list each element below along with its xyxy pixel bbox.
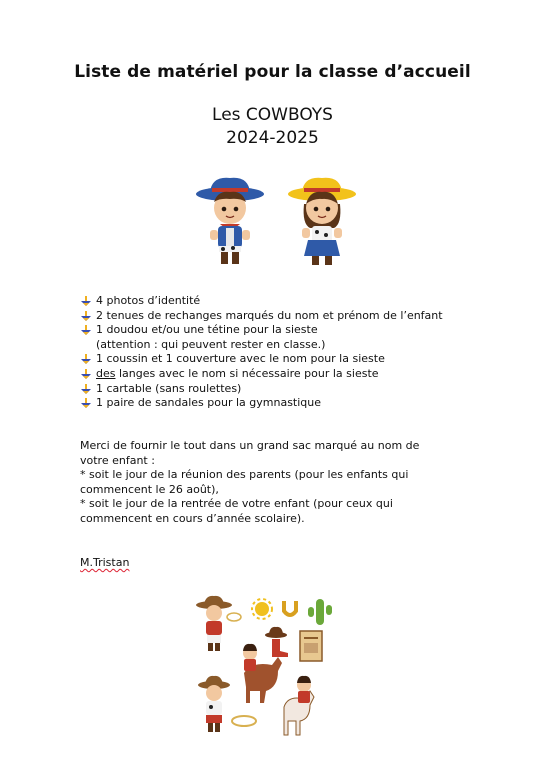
list-item [80, 396, 520, 411]
cactus-icon [308, 599, 332, 625]
paragraph-line: * soit le jour de la rentrée de votre enfant (pour ceux qui [80, 497, 393, 511]
list-item [80, 323, 520, 338]
materials-list [80, 294, 520, 411]
horseshoe-icon [284, 601, 296, 615]
list-item [80, 382, 520, 397]
paragraph-line: commencent le 26 août), [80, 482, 219, 496]
paragraph-line: * soit le jour de la réunion des parents (pour les enfants qui [80, 468, 409, 482]
document-title: Liste de matériel pour la classe d’accueil [74, 62, 471, 82]
hat-and-boot-icon [265, 627, 288, 657]
wanted-poster-icon [300, 631, 322, 661]
paragraph-line: commencent en cours d’année scolaire). [80, 511, 305, 525]
list-item-text: 1 cartable (sans roulettes) [96, 381, 242, 395]
list-item-text: 1 paire de sandales pour la gymnastique [96, 396, 322, 410]
school-year: 2024-2025 [226, 128, 319, 148]
cowgirl-small-figure [198, 676, 230, 732]
list-item [80, 367, 520, 382]
child-on-white-horse-figure [284, 676, 314, 735]
list-item-text: 1 coussin et 1 couverture avec le nom pour la sieste [96, 352, 385, 366]
list-item-text-group [96, 367, 379, 382]
cowboy-lasso-figure [196, 596, 241, 651]
list-item-text: 4 photos d’identité [96, 294, 201, 307]
paragraph-line: votre enfant : [80, 453, 155, 467]
cowgirl-figure [288, 178, 356, 265]
sun-icon [252, 599, 272, 619]
list-item-text: 2 tenues de rechanges marqués du nom et prénom de l’enfant [96, 308, 443, 322]
list-item [80, 294, 520, 309]
list-item-text: langes avec le nom si nécessaire pour la sieste [115, 366, 379, 380]
list-item-continuation: (attention : qui peuvent rester en classe.) [96, 337, 326, 351]
class-name: Les COWBOYS [212, 105, 333, 125]
bullet-icon [80, 352, 96, 366]
bullet-icon [80, 396, 96, 410]
underlined-word: des [96, 366, 116, 380]
list-item-text: 1 doudou et/ou une tétine pour la sieste [96, 323, 318, 337]
instructions-paragraph [80, 439, 510, 527]
bullet-icon [80, 367, 96, 381]
paragraph-line: Merci de fournir le tout dans un grand sac marqué au nom de [80, 439, 420, 452]
list-item [80, 352, 520, 367]
bullet-icon [80, 323, 96, 337]
rope-icon [232, 716, 256, 726]
signature [80, 556, 129, 569]
bullet-icon [80, 382, 96, 396]
signature-text: M.Tristan [80, 556, 130, 569]
bullet-icon [80, 294, 96, 308]
cowboy-kids-illustration [192, 172, 362, 268]
cowboy-scene-illustration [192, 595, 340, 740]
list-item [80, 309, 520, 324]
cowboy-boy-figure [196, 178, 264, 264]
bullet-icon [80, 309, 96, 323]
